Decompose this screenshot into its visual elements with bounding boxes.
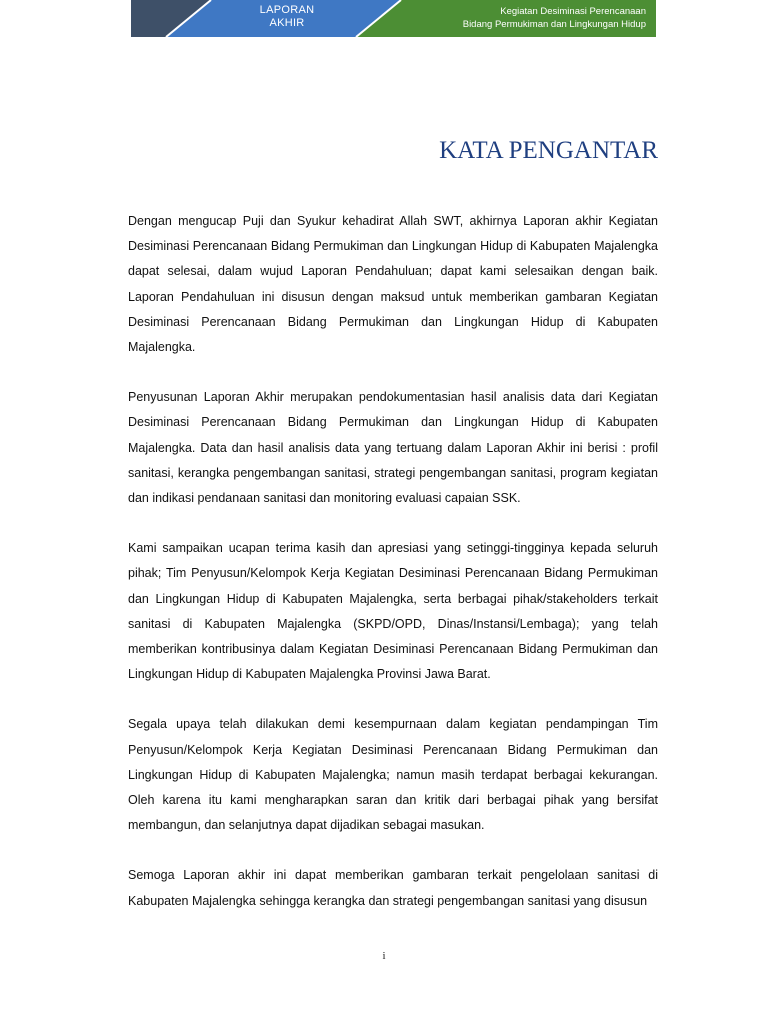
page-number: i [382,950,386,962]
document-body [128,209,658,939]
paragraph-1: Dengan mengucap Puji dan Syukur kehadirat Allah SWT, akhirnya Laporan akhir Kegiatan Desiminasi Perencanaan Bidang Permukiman dan Lingkungan Hidup di Kabupaten Majalengka dapat selesai, dalam wujud Laporan Pendahuluan; dapat kami selesaikan dengan baik. Laporan Pendahuluan ini disusun dengan maksud untuk memberikan gambaran Kegiatan Desiminasi Perencanaan Bidang Permukiman dan Lingkungan Hidup di Kabupaten Majalengka. [128,214,658,355]
paragraph-3: Kami sampaikan ucapan terima kasih dan apresiasi yang setinggi-tingginya kepada seluruh pihak; Tim Penyusun/Kelompok Kerja Kegiatan Desiminasi Perencanaan Bidang Permukiman dan Lingkungan Hidup di Kabupaten Majalengka, serta berbagai pihak/stakeholders terkait sanitasi di Kabupaten Majalengka (SKPD/OPD, Dinas/Instansi/Lembaga); yang telah memberikan kontribusinya dalam Kegiatan Desiminasi Perencanaan Bidang Permukiman dan Lingkungan Hidup di Kabupaten Majalengka Provinsi Jawa Barat. [128,541,658,682]
header-activity-line2: Bidang Permukiman dan Lingkungan Hidup [462,19,646,30]
paragraph-2: Penyusunan Laporan Akhir merupakan pendokumentasian hasil analisis data dari Kegiatan Desiminasi Perencanaan Bidang Permukiman dan Lingkungan Hidup di Kabupaten Majalengka. Data dan hasil analisis data yang tertuang dalam Laporan Akhir ini berisi : profil sanitasi, kerangka pengembangan sanitasi, strategi pengembangan sanitasi, program kegiatan dan indikasi pendanaan sanitasi dan monitoring evaluasi capaian SSK. [128,390,658,506]
paragraph-5: Semoga Laporan akhir ini dapat memberikan gambaran terkait pengelolaan sanitasi di Kabupaten Majalengka sehingga kerangka dan strategi pengembangan sanitasi yang disusun [128,868,658,908]
header-report-label: LAPORAN AKHIR [259,4,315,29]
paragraph-4: Segala upaya telah dilakukan demi kesempurnaan dalam kegiatan pendampingan Tim Penyusun/Kelompok Kerja Kegiatan Desiminasi Perencanaan Bidang Permukiman dan Lingkungan Hidup di Kabupaten Majalengka; namun masih terdapat berbagai kekurangan. Oleh karena itu kami mengharapkan saran dan kritik dari berbagai pihak yang bersifat membangun, dan selanjutnya dapat dijadikan sebagai masukan. [128,717,658,833]
page-title: KATA PENGANTAR [439,137,658,164]
header-activity-line1: Kegiatan Desiminasi Perencanaan [500,6,646,17]
page-header-banner [131,0,656,37]
header-activity-title [406,5,646,31]
